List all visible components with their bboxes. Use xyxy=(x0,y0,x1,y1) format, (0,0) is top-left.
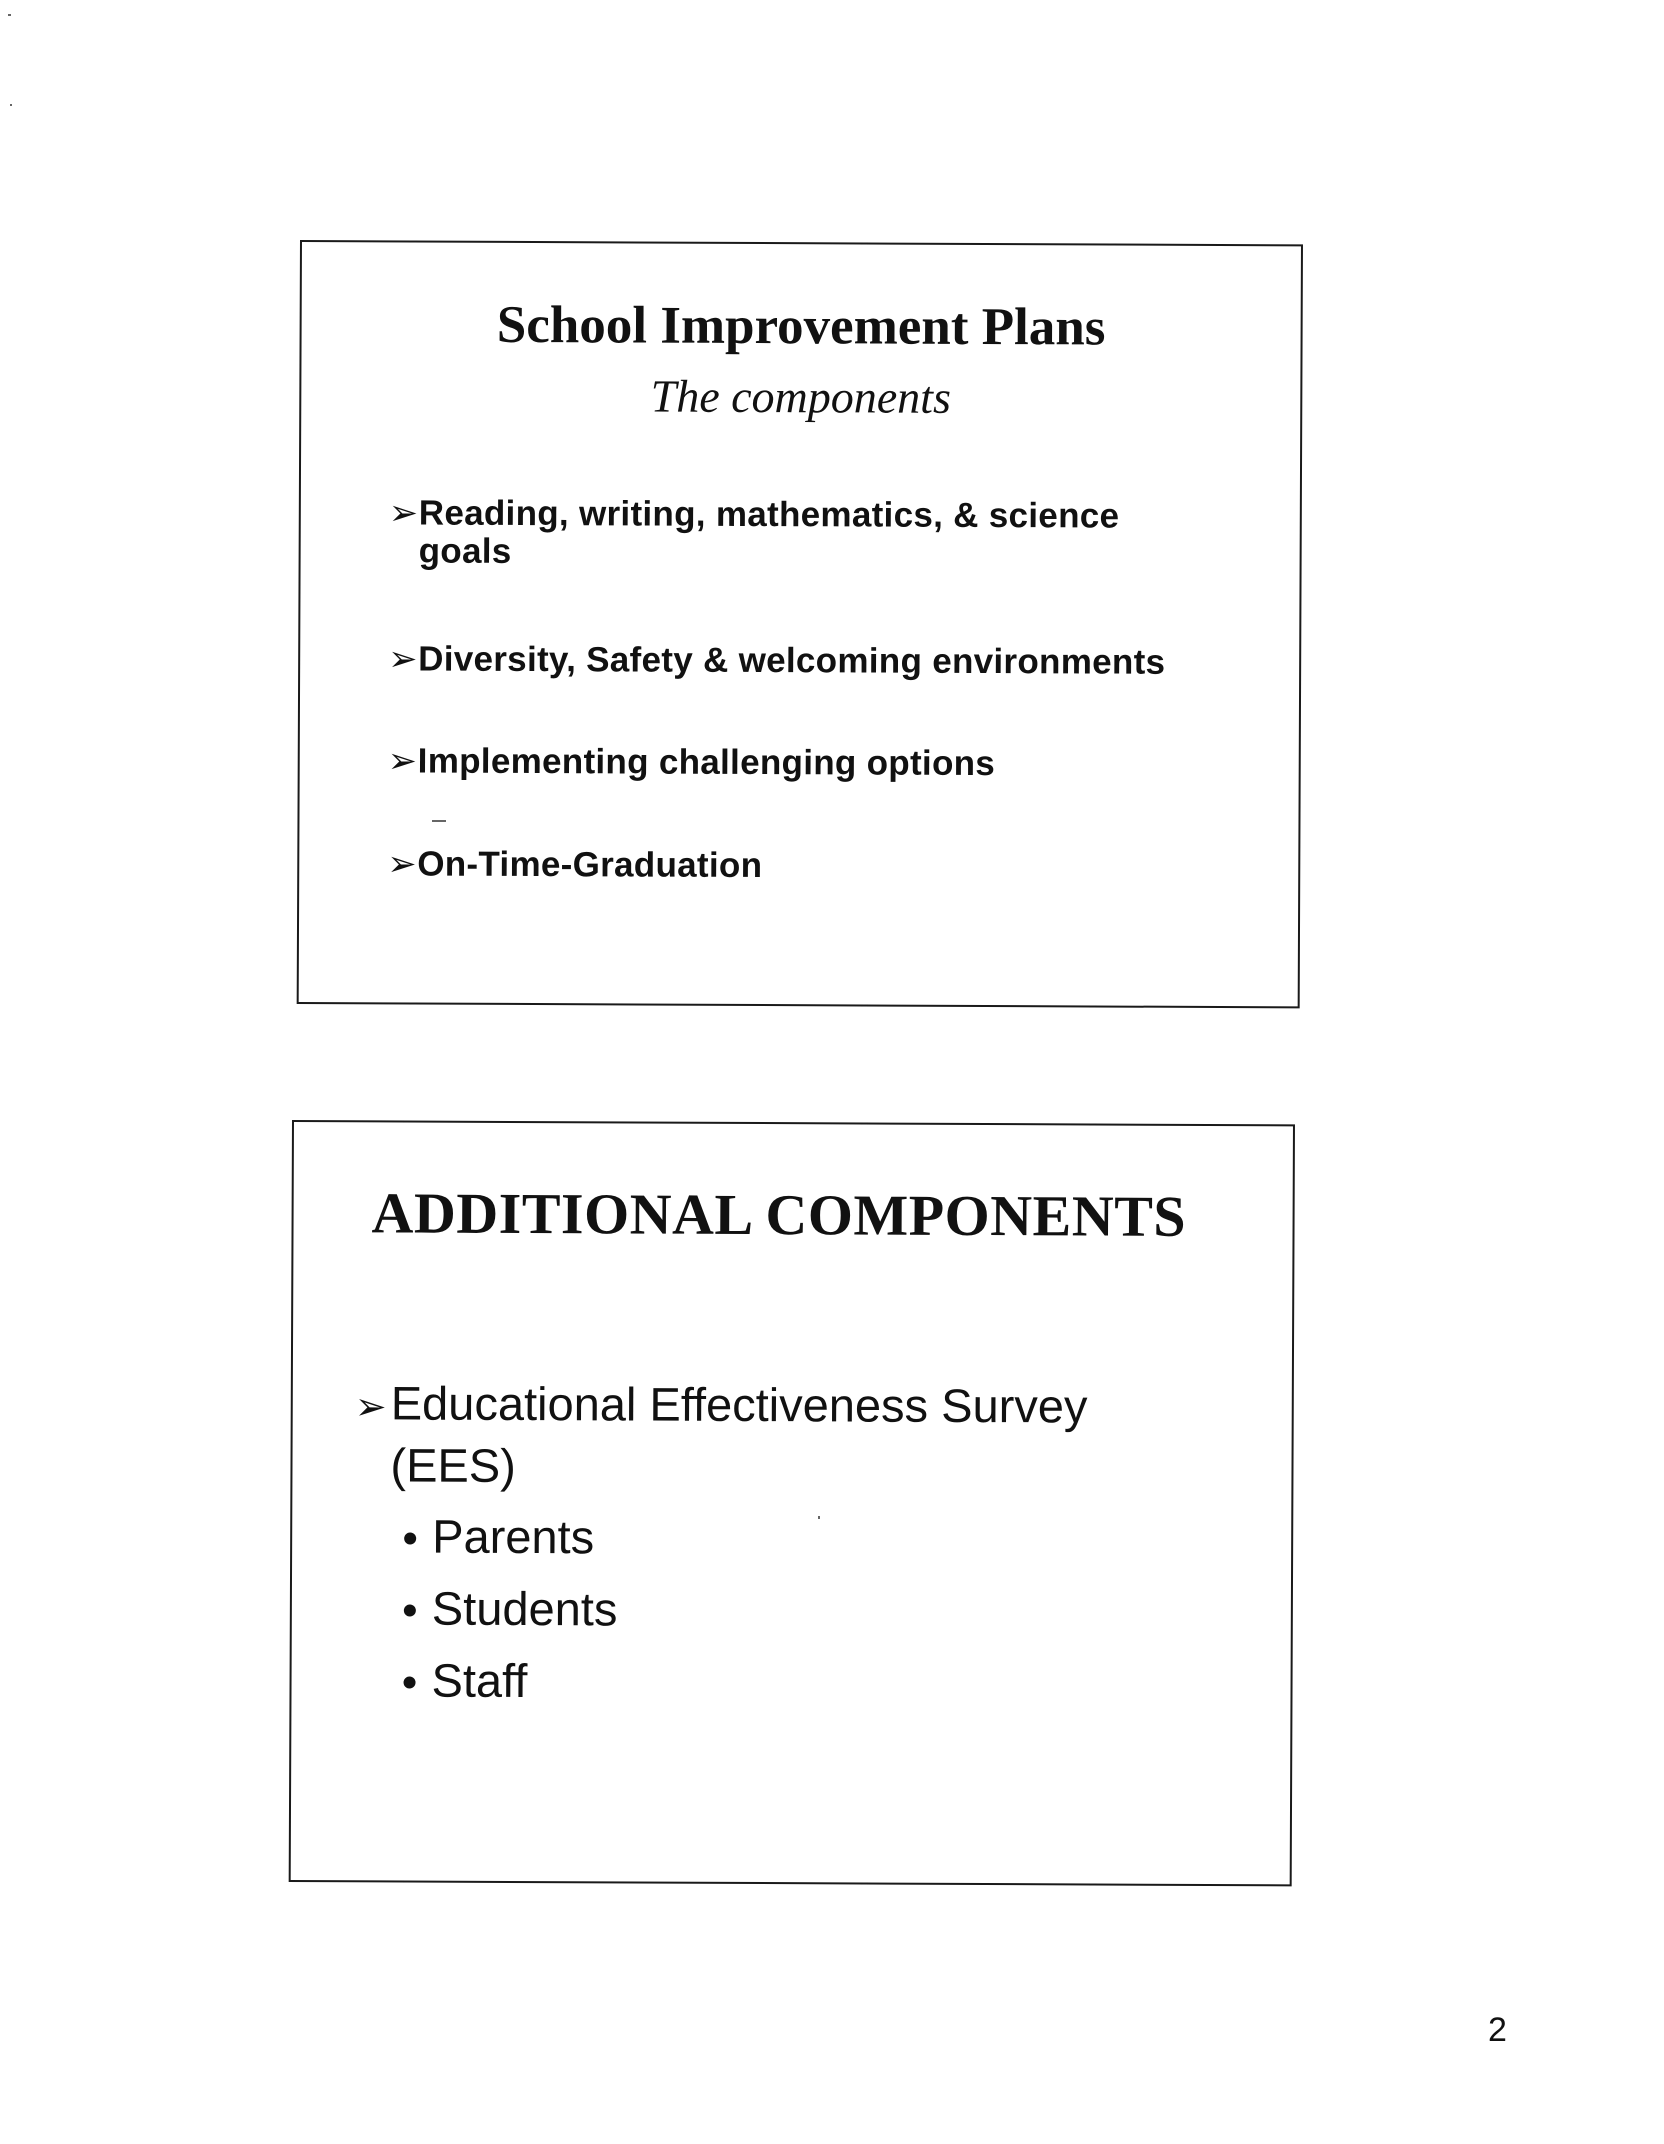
bullet-text-continued: goals xyxy=(418,531,512,571)
arrow-bullet-icon: ➢ xyxy=(388,493,419,533)
arrow-bullet-icon: ➢ xyxy=(387,741,418,781)
slide-school-improvement-plans xyxy=(297,240,1303,1008)
scan-speck xyxy=(818,1516,820,1519)
slide-subtitle: The components xyxy=(650,370,952,423)
sub-bullet-item xyxy=(404,1580,618,1637)
bullet-item xyxy=(388,742,996,783)
bullet-text: Implementing challenging options xyxy=(417,741,996,784)
bullet-item xyxy=(389,494,1120,573)
sub-bullet-item xyxy=(403,1652,527,1709)
sub-bullet-item xyxy=(404,1508,594,1565)
sub-bullet-text: Students xyxy=(431,1581,618,1636)
scan-speck xyxy=(10,104,12,106)
page-number: 2 xyxy=(1488,2011,1507,2049)
bullet-text-continued: (EES) xyxy=(390,1438,516,1492)
bullet-dot-icon xyxy=(404,1604,416,1616)
scan-speck xyxy=(8,14,11,16)
slide-additional-components xyxy=(289,1120,1295,1886)
arrow-bullet-icon: ➢ xyxy=(388,639,418,679)
scan-speck xyxy=(432,820,446,822)
arrow-bullet-icon: ➢ xyxy=(354,1386,387,1429)
sub-bullet-text: Staff xyxy=(431,1653,528,1708)
bullet-item xyxy=(388,640,1165,681)
bullet-dot-icon xyxy=(404,1532,416,1544)
bullet-dot-icon xyxy=(404,1676,416,1688)
sub-bullet-text: Parents xyxy=(432,1509,595,1564)
bullet-item xyxy=(387,845,762,885)
bullet-item xyxy=(354,1374,1155,1497)
bullet-text: Educational Effectiveness Survey xyxy=(390,1376,1088,1433)
slide-title: School Improvement Plans xyxy=(496,295,1106,357)
bullet-text: Diversity, Safety & welcoming environments xyxy=(418,639,1166,682)
slide-title: ADDITIONAL COMPONENTS xyxy=(371,1180,1187,1249)
bullet-text: Reading, writing, mathematics, & science xyxy=(418,493,1120,536)
arrow-bullet-icon: ➢ xyxy=(387,844,418,884)
bullet-text: On-Time-Graduation xyxy=(417,844,763,886)
